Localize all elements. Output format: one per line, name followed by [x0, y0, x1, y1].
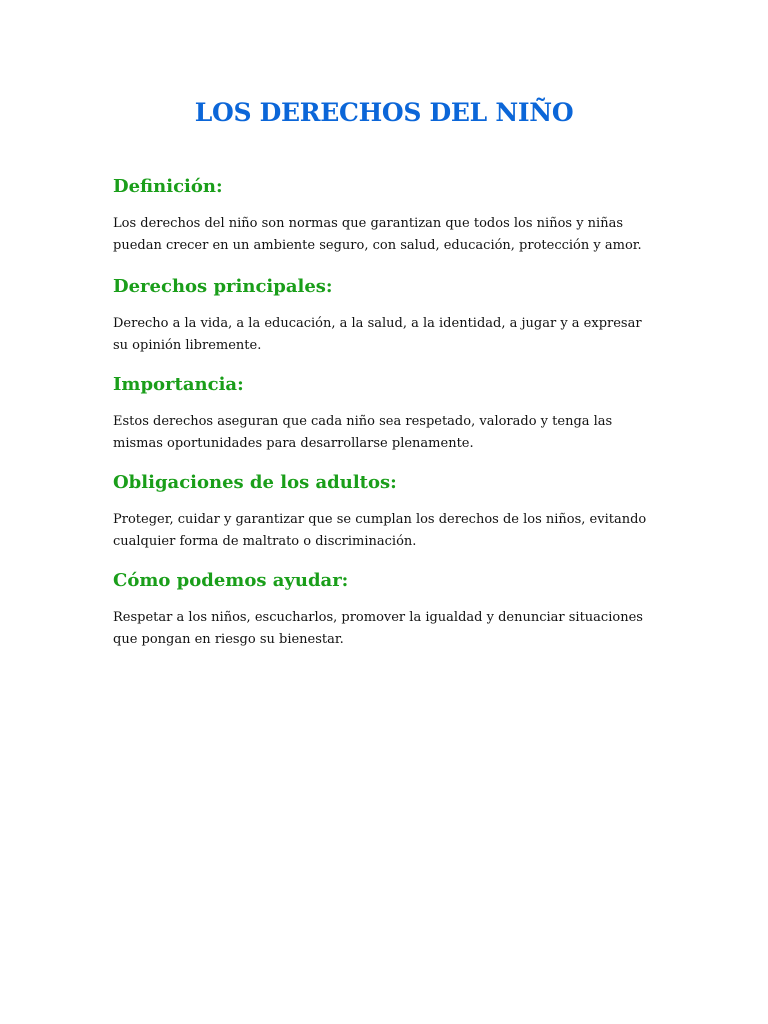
section-heading: Definición: [113, 176, 223, 197]
section-body: Estos derechos aseguran que cada niño sea respetado, valorado y tenga las mismas oportunidades para desarrollarse plenamente. [113, 414, 613, 451]
section-body: Proteger, cuidar y garantizar que se cumplan los derechos de los niños, evitando cualquier forma de maltrato o discriminación. [113, 512, 647, 549]
section-heading: Cómo podemos ayudar: [113, 570, 349, 591]
section-como-ayudar [113, 569, 655, 651]
section-importancia [113, 373, 655, 455]
section-obligaciones [113, 471, 655, 553]
section-body: Derecho a la vida, a la educación, a la salud, a la identidad, a jugar y a expresar su opinión libremente. [113, 316, 642, 353]
section-heading: Importancia: [113, 374, 244, 395]
section-heading: Obligaciones de los adultos: [113, 472, 397, 493]
section-body: Respetar a los niños, escucharlos, promover la igualdad y denunciar situaciones que pongan en riesgo su bienestar. [113, 610, 643, 647]
section-heading: Derechos principales: [113, 276, 333, 297]
section-body: Los derechos del niño son normas que garantizan que todos los niños y niñas puedan crecer en un ambiente seguro, con salud, educación, protección y amor. [113, 216, 642, 253]
section-derechos-principales [113, 275, 655, 357]
document-title: LOS DERECHOS DEL NIÑO [194, 98, 574, 127]
section-definicion [113, 175, 655, 257]
